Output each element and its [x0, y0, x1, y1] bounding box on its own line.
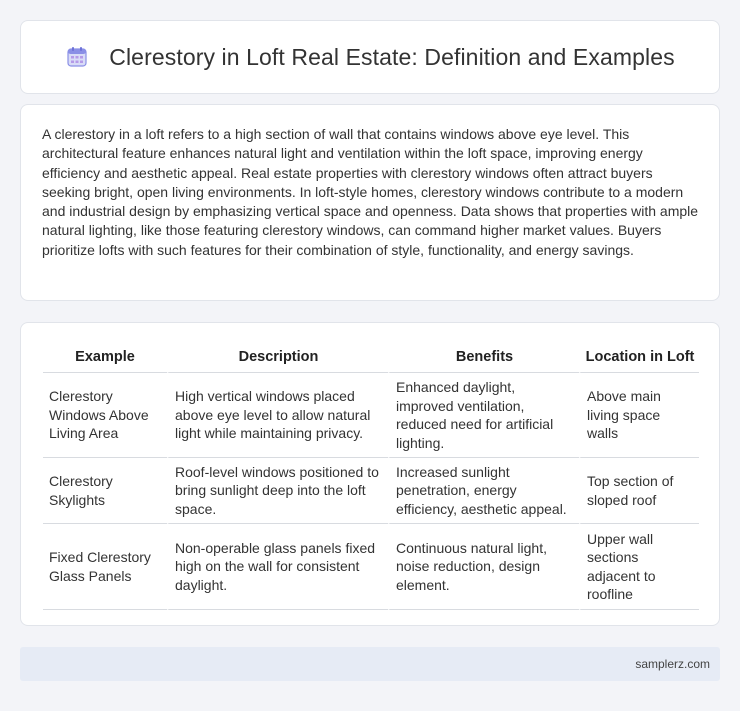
- table-row: [43, 458, 699, 524]
- intro-paragraph: A clerestory in a loft refers to a high section of wall that contains windows above eye level. This architectural feature enhances natural light and ventilation within the loft space, improving energy efficiency and aesthetic appeal. Real estate properties with clerestory windows often attract buyers seeking bright, open living environments. In loft-style homes, clerestory windows contribute to a modern and industrial design by emphasizing vertical space and openness. Data shows that properties with ample natural lighting, like those featuring clerestory windows, can command higher market values. Buyers prioritize lofts with such features for their combination of style, functionality, and energy savings.: [42, 126, 699, 258]
- cell-description: High vertical windows placed above eye level to allow natural light while maintaining privacy.: [167, 373, 388, 458]
- cell-benefits: Enhanced daylight, improved ventilation, reduced need for artificial lighting.: [388, 373, 579, 458]
- cell-example: Clerestory Skylights: [43, 458, 167, 524]
- cell-example: Clerestory Windows Above Living Area: [43, 373, 167, 458]
- header-example: Example: [43, 341, 167, 373]
- calendar-icon: [65, 45, 89, 69]
- header-description: Description: [167, 341, 388, 373]
- table-row: [43, 524, 699, 610]
- cell-benefits: Continuous natural light, noise reduction, design element.: [388, 524, 579, 610]
- title-card: [20, 20, 720, 94]
- cell-description: Non-operable glass panels fixed high on the wall for consistent daylight.: [167, 524, 388, 610]
- footer: [20, 647, 720, 681]
- header-location: Location in Loft: [579, 341, 699, 373]
- table-row: [43, 373, 699, 458]
- table-header-row: [43, 341, 699, 373]
- cell-description: Roof-level windows positioned to bring sunlight deep into the loft space.: [167, 458, 388, 524]
- header-benefits: Benefits: [388, 341, 579, 373]
- title-wrap: [65, 44, 674, 71]
- cell-location: Top section of sloped roof: [579, 458, 699, 524]
- page-title: Clerestory in Loft Real Estate: Definition and Examples: [109, 43, 675, 70]
- cell-example: Fixed Clerestory Glass Panels: [43, 524, 167, 610]
- intro-card: [20, 104, 720, 301]
- cell-benefits: Increased sunlight penetration, energy efficiency, aesthetic appeal.: [388, 458, 579, 524]
- examples-table: [43, 341, 699, 610]
- footer-link[interactable]: samplerz.com: [635, 657, 710, 671]
- table-card: [20, 322, 720, 626]
- cell-location: Upper wall sections adjacent to roofline: [579, 524, 699, 610]
- cell-location: Above main living space walls: [579, 373, 699, 458]
